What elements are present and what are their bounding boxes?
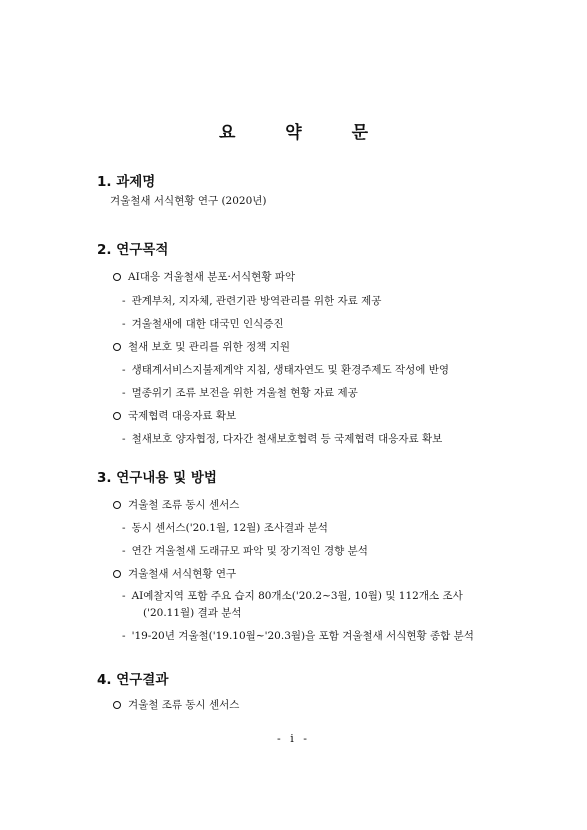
section-heading-research-purpose: 2. 연구목적 (97, 242, 169, 258)
dash-bullet-icon: - (122, 522, 126, 534)
page-number: - i - (277, 732, 310, 745)
list-item: 겨울철새 서식현황 연구 (113, 567, 236, 581)
list-subitem: - 관계부처, 지자체, 관련기관 방역관리를 위한 자료 제공 (122, 295, 382, 307)
list-subitem: - 겨울철새에 대한 대국민 인식증진 (122, 318, 284, 330)
dash-bullet-icon: - (122, 295, 126, 307)
list-subitem: - 생태계서비스지불제계약 지침, 생태자연도 및 환경주제도 작성에 반영 (122, 364, 450, 376)
section-heading-project-name: 1. 과제명 (97, 174, 156, 190)
circle-bullet-icon (113, 412, 121, 420)
circle-bullet-icon (113, 701, 121, 709)
dash-bullet-icon: - (122, 387, 126, 399)
list-subitem: - 연간 겨울철새 도래규모 파악 및 장기적인 경향 분석 (122, 545, 368, 557)
list-item: AI대응 겨울철새 분포·서식현황 파악 (113, 270, 295, 284)
list-item: 철새 보호 및 관리를 위한 정책 지원 (113, 340, 290, 354)
circle-bullet-icon (113, 570, 121, 578)
list-subitem: - 멸종위기 조류 보전을 위한 겨울철 현황 자료 제공 (122, 387, 358, 399)
list-item: 국제협력 대응자료 확보 (113, 409, 236, 423)
list-subitem: - AI예찰지역 포함 주요 습지 80개소('20.2∼3월, 10월) 및 112개소 조사 (122, 590, 463, 602)
list-subitem: - '19-20년 겨울철('19.10월∼'20.3월)을 포함 겨울철새 서식현황 종합 분석 (122, 630, 474, 642)
document-title: 요 약 문 (218, 123, 391, 143)
circle-bullet-icon (113, 343, 121, 351)
list-item: 겨울철 조류 동시 센서스 (113, 498, 239, 512)
project-name-text: 겨울철새 서식현황 연구 (2020년) (110, 195, 267, 207)
list-item: 겨울철 조류 동시 센서스 (113, 698, 239, 712)
dash-bullet-icon: - (122, 630, 126, 642)
dash-bullet-icon: - (122, 590, 126, 602)
list-subitem: - 철새보호 양자협정, 다자간 철새보호협력 등 국제협력 대응자료 확보 (122, 433, 443, 445)
dash-bullet-icon: - (122, 545, 126, 557)
list-subitem-continuation: ('20.11월) 결과 분석 (143, 607, 242, 619)
list-subitem: - 동시 센서스('20.1월, 12월) 조사결과 분석 (122, 522, 328, 534)
dash-bullet-icon: - (122, 433, 126, 445)
section-heading-research-results: 4. 연구결과 (97, 672, 169, 688)
section-heading-research-content: 3. 연구내용 및 방법 (97, 470, 217, 486)
circle-bullet-icon (113, 273, 121, 281)
dash-bullet-icon: - (122, 364, 126, 376)
dash-bullet-icon: - (122, 318, 126, 330)
circle-bullet-icon (113, 501, 121, 509)
